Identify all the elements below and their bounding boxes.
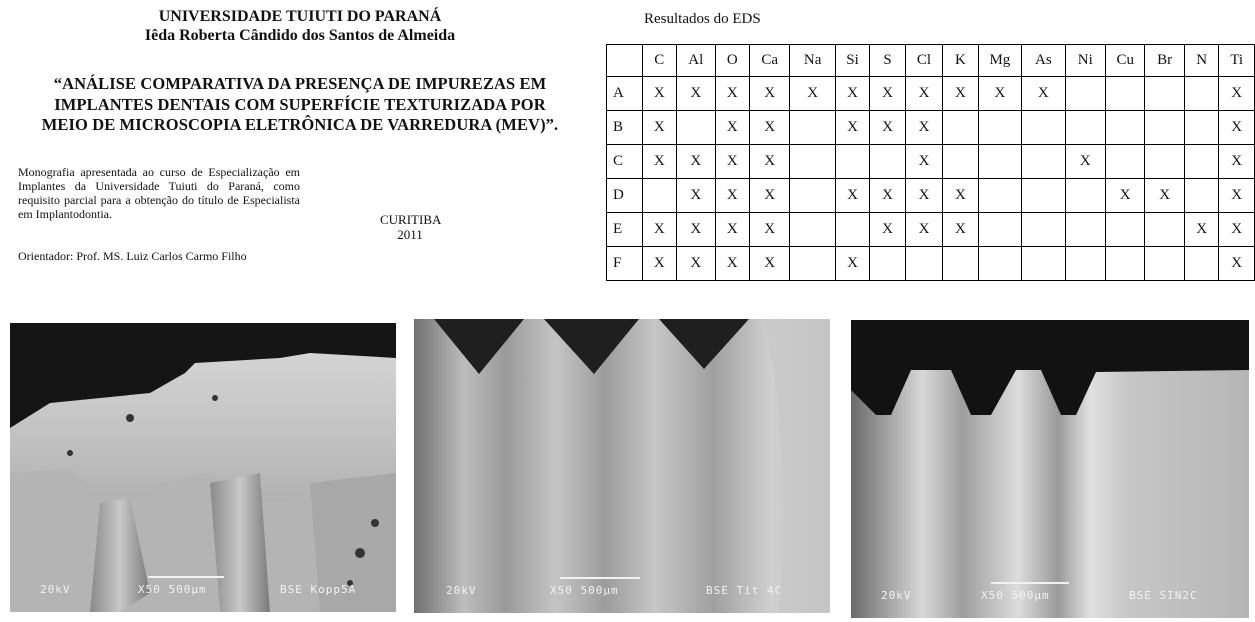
scale-bar [991, 582, 1069, 584]
eds-cell: X [715, 77, 749, 111]
eds-cell: X [715, 111, 749, 145]
eds-cell: X [749, 247, 789, 281]
eds-cell [1145, 145, 1184, 179]
eds-sample-label: A [607, 77, 643, 111]
eds-cell [978, 111, 1021, 145]
eds-cell: X [715, 213, 749, 247]
sem-detector-label: BSE Tit 4C [706, 584, 783, 597]
eds-cell: X [642, 111, 676, 145]
eds-cell: X [978, 77, 1021, 111]
eds-cell [870, 247, 905, 281]
eds-cell [1105, 247, 1145, 281]
eds-cell [943, 111, 978, 145]
eds-cell: X [905, 77, 942, 111]
eds-cell [835, 213, 870, 247]
micrograph-image [414, 319, 830, 613]
eds-cell [1145, 247, 1184, 281]
eds-cell: X [943, 179, 978, 213]
eds-cell [1184, 179, 1218, 213]
scale-bar [560, 577, 640, 579]
sem-kv: 20kV [446, 584, 477, 597]
eds-element-header: O [715, 45, 749, 77]
eds-element-header: Mg [978, 45, 1021, 77]
eds-cell [943, 145, 978, 179]
eds-cell [1022, 145, 1065, 179]
eds-cell [1022, 213, 1065, 247]
eds-cell: X [835, 247, 870, 281]
sem-mag-unit: µm [603, 584, 619, 597]
eds-sample-label: C [607, 145, 643, 179]
sem-mag-value: X50 500 [138, 583, 192, 596]
city-year [380, 212, 440, 242]
eds-element-header: As [1022, 45, 1065, 77]
eds-element-header: C [642, 45, 676, 77]
eds-header-row [607, 45, 1255, 77]
eds-cell [978, 145, 1021, 179]
eds-element-header: Ca [749, 45, 789, 77]
eds-cell [943, 247, 978, 281]
sem-micrograph-sin2c [851, 320, 1249, 618]
sem-detector-label: BSE SIN2C [1129, 589, 1198, 602]
title-line: IMPLANTES DENTAIS COM SUPERFÍCIE TEXTURIZADA POR [54, 94, 546, 114]
eds-cell [1145, 111, 1184, 145]
eds-cell: X [1065, 145, 1105, 179]
eds-cell: X [1184, 213, 1218, 247]
eds-cell [1105, 77, 1145, 111]
eds-cell: X [870, 77, 905, 111]
eds-cell [1065, 247, 1105, 281]
eds-sample-row [607, 213, 1255, 247]
eds-sample-row [607, 77, 1255, 111]
eds-cell [1105, 111, 1145, 145]
eds-cell: X [870, 179, 905, 213]
eds-cell: X [749, 213, 789, 247]
eds-cell: X [870, 213, 905, 247]
eds-sample-label: E [607, 213, 643, 247]
eds-cell: X [905, 111, 942, 145]
eds-element-header: Ni [1065, 45, 1105, 77]
eds-cell: X [642, 247, 676, 281]
eds-cell [835, 145, 870, 179]
eds-cell: X [677, 247, 715, 281]
eds-sample-row [607, 145, 1255, 179]
scale-bar [148, 576, 224, 578]
eds-results-table [606, 44, 1255, 281]
eds-element-header: K [943, 45, 978, 77]
abstract-text: Monografia apresentada ao curso de Especialização em Implantes da Universidade Tuiuti do Paraná, como requisito parcial para a obtenção do título de Especialista em Implantodontia. [18, 165, 300, 221]
eds-cell: X [905, 179, 942, 213]
eds-element-header: Si [835, 45, 870, 77]
micrograph-image [851, 320, 1249, 618]
eds-cell [1065, 111, 1105, 145]
sem-kv: 20kV [40, 583, 71, 596]
sem-magnification [550, 584, 619, 597]
eds-sample-row [607, 179, 1255, 213]
eds-cell [1105, 213, 1145, 247]
eds-corner-cell [607, 45, 643, 77]
eds-cell [978, 179, 1021, 213]
eds-cell [1065, 77, 1105, 111]
eds-cell: X [835, 77, 870, 111]
eds-cell [1184, 145, 1218, 179]
eds-cell: X [1022, 77, 1065, 111]
eds-cell: X [1219, 213, 1255, 247]
eds-cell [1065, 179, 1105, 213]
eds-cell [677, 111, 715, 145]
eds-element-header: Cl [905, 45, 942, 77]
eds-cell: X [677, 145, 715, 179]
sem-mag-unit: µm [191, 583, 207, 596]
eds-cell [870, 145, 905, 179]
eds-element-header: Cu [1105, 45, 1145, 77]
eds-cell: X [943, 213, 978, 247]
eds-cell: X [642, 213, 676, 247]
year: 2011 [397, 227, 423, 242]
eds-cell [1105, 145, 1145, 179]
eds-cell: X [642, 77, 676, 111]
eds-cell [790, 145, 835, 179]
eds-cell: X [943, 77, 978, 111]
eds-cell: X [642, 145, 676, 179]
eds-cell: X [1219, 247, 1255, 281]
advisor-text: Orientador: Prof. MS. Luiz Carlos Carmo Filho [18, 249, 247, 263]
eds-cell [790, 247, 835, 281]
sem-micrograph-tit4c [414, 319, 830, 613]
eds-element-header: Ti [1219, 45, 1255, 77]
sem-info-bar [414, 583, 830, 613]
eds-cell: X [715, 179, 749, 213]
eds-cell: X [749, 145, 789, 179]
university-name: UNIVERSIDADE TUIUTI DO PARANÁ [158, 8, 442, 25]
eds-cell: X [715, 247, 749, 281]
eds-title: Resultados do EDS [644, 11, 761, 27]
eds-cell: X [1219, 111, 1255, 145]
eds-cell [1022, 247, 1065, 281]
sem-kv: 20kV [881, 589, 912, 602]
eds-cell: X [1219, 77, 1255, 111]
eds-cell: X [677, 77, 715, 111]
eds-cell [790, 179, 835, 213]
sem-magnification [138, 583, 207, 596]
eds-cell [1145, 77, 1184, 111]
eds-cell [1022, 179, 1065, 213]
sem-mag-unit: µm [1034, 589, 1050, 602]
eds-cell [1065, 213, 1105, 247]
eds-element-header: Na [790, 45, 835, 77]
eds-cell [1022, 111, 1065, 145]
eds-cell: X [1219, 145, 1255, 179]
eds-element-header: S [870, 45, 905, 77]
eds-sample-row [607, 247, 1255, 281]
sem-info-bar [10, 582, 396, 612]
eds-cell: X [677, 213, 715, 247]
eds-cell: X [870, 111, 905, 145]
eds-cell [1184, 77, 1218, 111]
eds-cell: X [905, 145, 942, 179]
eds-element-header: Al [677, 45, 715, 77]
author-name: Iêda Roberta Cândido dos Santos de Almeida [144, 27, 456, 44]
eds-cell: X [1145, 179, 1184, 213]
eds-cell: X [677, 179, 715, 213]
eds-sample-label: D [607, 179, 643, 213]
eds-cell [790, 213, 835, 247]
title-line: “ANÁLISE COMPARATIVA DA PRESENÇA DE IMPUREZAS EM [53, 74, 547, 93]
eds-cell: X [835, 111, 870, 145]
title-line: MEIO DE MICROSCOPIA ELETRÔNICA DE VARREDURA (MEV)”. [41, 115, 559, 134]
eds-cell: X [835, 179, 870, 213]
sem-magnification [981, 589, 1050, 602]
document-header [0, 8, 600, 46]
eds-cell: X [749, 77, 789, 111]
sem-info-bar [851, 588, 1249, 618]
eds-cell [905, 247, 942, 281]
eds-cell: X [749, 179, 789, 213]
eds-element-header: Br [1145, 45, 1184, 77]
sem-detector-label: BSE Kopp5A [280, 583, 357, 596]
eds-cell [978, 213, 1021, 247]
eds-cell [642, 179, 676, 213]
eds-cell: X [790, 77, 835, 111]
eds-cell [1184, 111, 1218, 145]
eds-cell [1184, 247, 1218, 281]
sem-mag-value: X50 500 [550, 584, 604, 597]
eds-cell [978, 247, 1021, 281]
eds-cell: X [1105, 179, 1145, 213]
eds-sample-label: F [607, 247, 643, 281]
micrograph-image [10, 323, 396, 612]
eds-cell: X [1219, 179, 1255, 213]
eds-cell: X [749, 111, 789, 145]
sem-micrograph-kopp5a [10, 323, 396, 612]
eds-cell: X [905, 213, 942, 247]
city: CURITIBA [380, 212, 442, 227]
thesis-title [4, 74, 596, 136]
eds-sample-label: B [607, 111, 643, 145]
eds-cell [790, 111, 835, 145]
eds-cell: X [715, 145, 749, 179]
eds-element-header: N [1184, 45, 1218, 77]
eds-sample-row [607, 111, 1255, 145]
sem-mag-value: X50 500 [981, 589, 1035, 602]
eds-cell [1145, 213, 1184, 247]
